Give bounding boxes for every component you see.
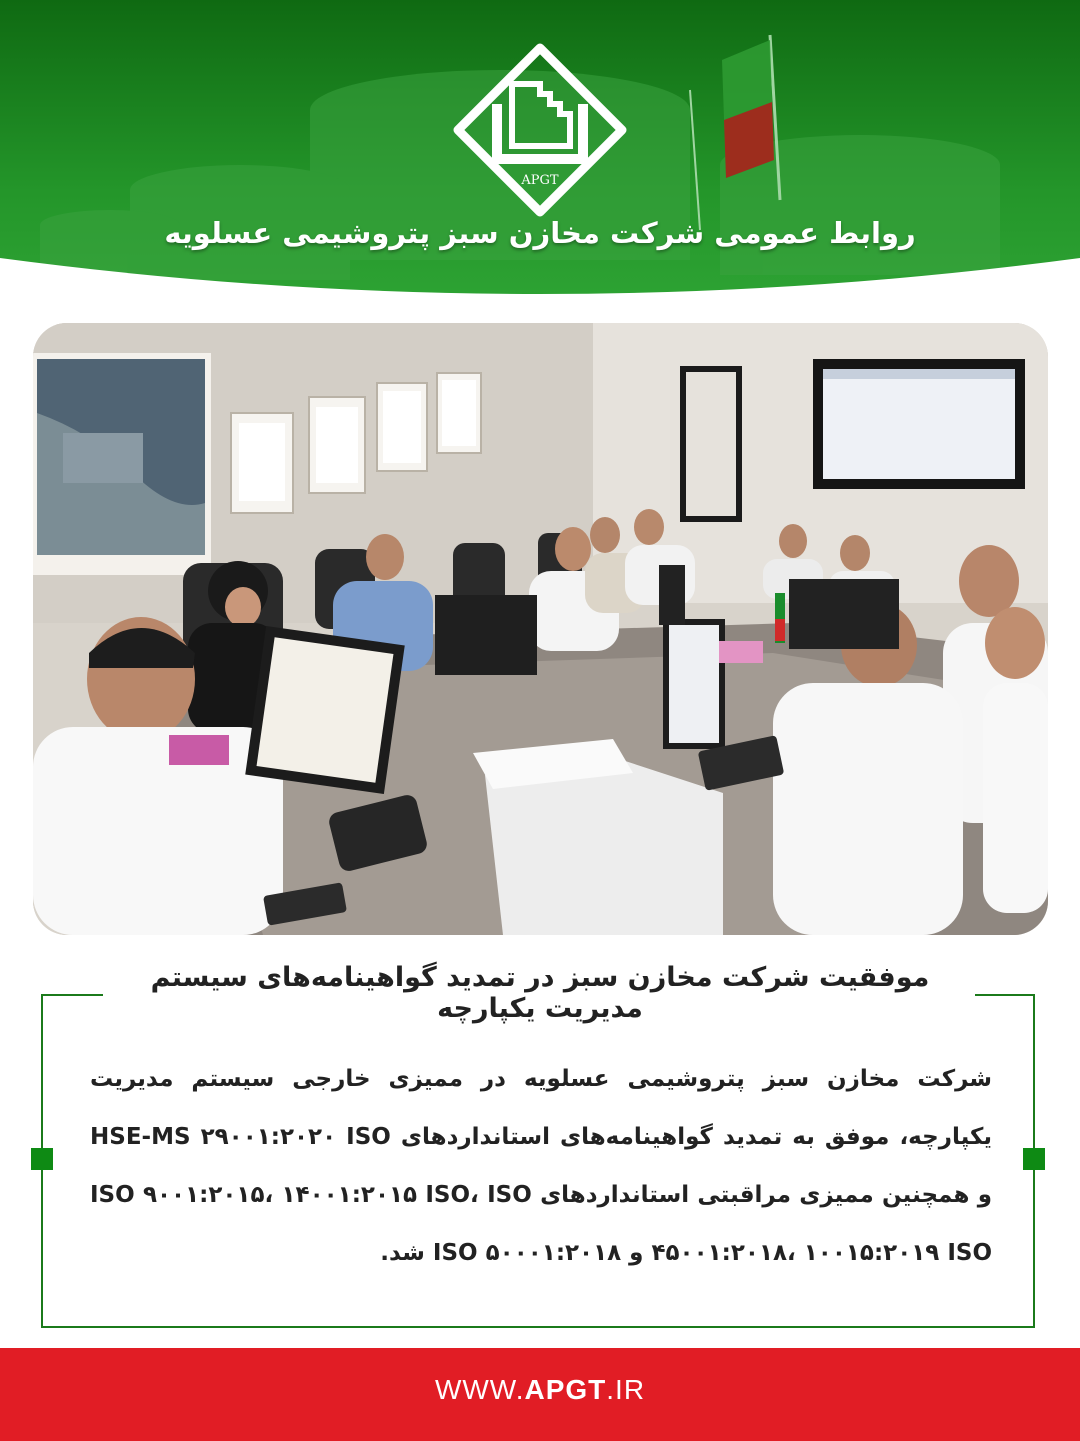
url-suffix: .IR bbox=[606, 1374, 646, 1405]
header-banner bbox=[0, 0, 1080, 320]
meeting-photo bbox=[33, 323, 1048, 935]
url-brand: APGT bbox=[524, 1374, 607, 1405]
frame-top-left-line bbox=[41, 994, 103, 996]
url-prefix: WWW. bbox=[434, 1374, 525, 1405]
logo-text: APGT bbox=[521, 173, 559, 188]
frame-left-square bbox=[31, 1148, 53, 1170]
org-title: روابط عمومی شرکت مخازن سبز پتروشیمی عسلویه bbox=[164, 216, 916, 250]
footer-bar bbox=[0, 1348, 1080, 1441]
frame-top-right-line bbox=[975, 994, 1035, 996]
website-link[interactable] bbox=[0, 1374, 1080, 1406]
apgt-logo-icon bbox=[452, 42, 628, 218]
article-headline: موفقیت شرکت مخازن سبز در تمدید گواهینامه‌های سیستم مدیریت یکپارچه bbox=[150, 962, 930, 1024]
frame-right-square bbox=[1023, 1148, 1045, 1170]
article-body: شرکت مخازن سبز پتروشیمی عسلویه در ممیزی خارجی سیستم مدیریت یکپارچه، موفق به تمدید گواهینامه‌های استانداردهای HSE-MS ۲۹۰۰۱:۲۰۲۰ ISO و همچنین ممیزی مراقبتی استانداردهای ISO ۹۰۰۱:۲۰۱۵، ۱۴۰۰۱:۲۰۱۵ ISO، ISO ۴۵۰۰۱:۲۰۱۸، ۱۰۰۱۵:۲۰۱۹ ISO و ۵۰۰۰۱:۲۰۱۸ ISO شد. bbox=[90, 1066, 993, 1266]
